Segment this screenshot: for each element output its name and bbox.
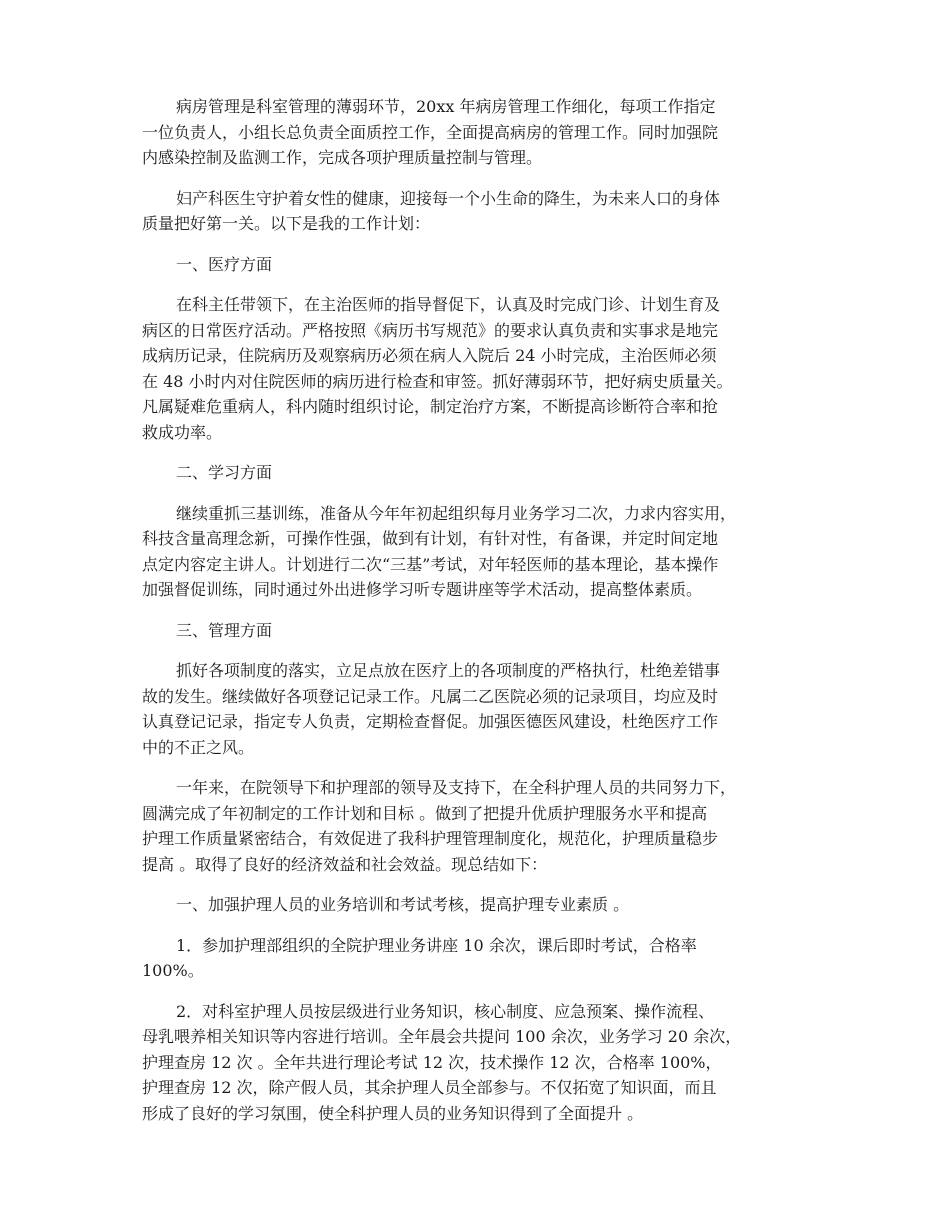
text-line: 一年来，在院领导下和护理部的领导及支持下，在全科护理人员的共同努力下， [176, 778, 737, 797]
text-line: 点定内容定主讲人。计划进行二次“三基”考试，对年轻医师的基本理论，基本操作 [142, 554, 719, 574]
paragraph [142, 775, 822, 877]
paragraph [142, 618, 822, 644]
text-line: 科技含量高理念新，可操作性强，做到有计划，有针对性，有备课，并定时间定地 [142, 529, 719, 548]
text-line: 三、管理方面 [176, 620, 273, 640]
paragraph [142, 658, 822, 760]
text-line: 护理查房 12 次 。全年共进行理论考试 12 次，技术操作 12 次，合格率 100%， [142, 1052, 722, 1072]
paragraph [142, 460, 822, 486]
paragraph [142, 292, 822, 445]
text-line: 继续重抓三基训练，准备从今年年初起组织每月业务学习二次，力求内容实用， [176, 503, 737, 523]
text-line: 2．对科室护理人员按层级进行业务知识，核心制度、应急预案、操作流程、 [176, 1001, 715, 1021]
text-line: 护理查房 12 次，除产假人员，其余护理人员全部参与。不仅拓宽了知识面，而且 [142, 1078, 717, 1097]
text-line: 认真登记记录，指定专人负责，定期检查督促。加强医德医风建设，杜绝医疗工作 [142, 712, 719, 731]
paragraph [142, 933, 822, 984]
text-line: 抓好各项制度的落实，立足点放在医疗上的各项制度的严格执行，杜绝差错事 [176, 661, 721, 680]
text-line: 故的发生。继续做好各项登记记录工作。凡属二乙医院必须的记录项目，均应及时 [142, 686, 719, 706]
text-line: 救成功率。 [142, 422, 223, 442]
text-line: 一位负责人，小组长总负责全面质控工作，全面提高病房的管理工作。同时加强院 [142, 122, 719, 142]
text-line: 形成了良好的学习氛围，使全科护理人员的业务知识得到了全面提升 。 [142, 1103, 644, 1123]
text-line: 内感染控制及监测工作，完成各项护理质量控制与管理。 [142, 148, 543, 167]
text-line: 圆满完成了年初制定的工作计划和目标 。做到了把提升优质护理服务水平和提高 [142, 803, 708, 823]
paragraph [142, 252, 822, 278]
text-line: 中的不正之风。 [142, 737, 255, 757]
paragraph [142, 892, 822, 918]
paragraph [142, 999, 822, 1127]
text-line: 加强督促训练，同时通过外出进修学习听专题讲座等学术活动，提高整体素质。 [142, 580, 703, 599]
text-line: 二、学习方面 [176, 463, 273, 482]
text-line: 病房管理是科室管理的薄弱环节，20xx 年病房管理工作细化，每项工作指定 [176, 97, 716, 116]
paragraph [142, 186, 822, 237]
text-line: 一、医疗方面 [176, 254, 273, 274]
text-line: 在科主任带领下，在主治医师的指导督促下，认真及时完成门诊、计划生育及 [176, 295, 721, 314]
text-line: 母乳喂养相关知识等内容进行培训。全年晨会共提问 100 余次，业务学习 20 余次， [142, 1027, 742, 1046]
document-page [142, 94, 822, 1141]
text-line: 提高 。取得了良好的经济效益和社会效益。现总结如下： [142, 854, 548, 874]
text-line: 护理工作质量紧密结合，有效促进了我科护理管理制度化，规范化，护理质量稳步 [142, 829, 719, 848]
paragraph [142, 501, 822, 603]
text-line: 成病历记录，住院病历及观察病历必须在病人入院后 24 小时完成，主治医师必须 [142, 346, 717, 365]
text-line: 妇产科医生守护着女性的健康，迎接每一个小生命的降生，为未来人口的身体 [176, 188, 721, 208]
text-line: 在 48 小时内对住院医师的病历进行检查和审签。抓好薄弱环节，把好病史质量关。 [142, 371, 733, 391]
text-line: 凡属疑难危重病人，科内随时组织讨论，制定治疗方案，不断提高诊断符合率和抢 [142, 397, 719, 416]
text-line: 质量把好第一关。以下是我的工作计划： [142, 214, 431, 233]
text-line: 1．参加护理部组织的全院护理业务讲座 10 余次，课后即时考试，合格率 [176, 935, 697, 955]
text-line: 病区的日常医疗活动。严格按照《病历书写规范》的要求认真负责和实事求是地完 [142, 320, 719, 340]
paragraph [142, 94, 822, 171]
text-line: 一、加强护理人员的业务培训和考试考核，提高护理专业素质 。 [176, 895, 630, 914]
text-line: 100%。 [142, 961, 204, 980]
